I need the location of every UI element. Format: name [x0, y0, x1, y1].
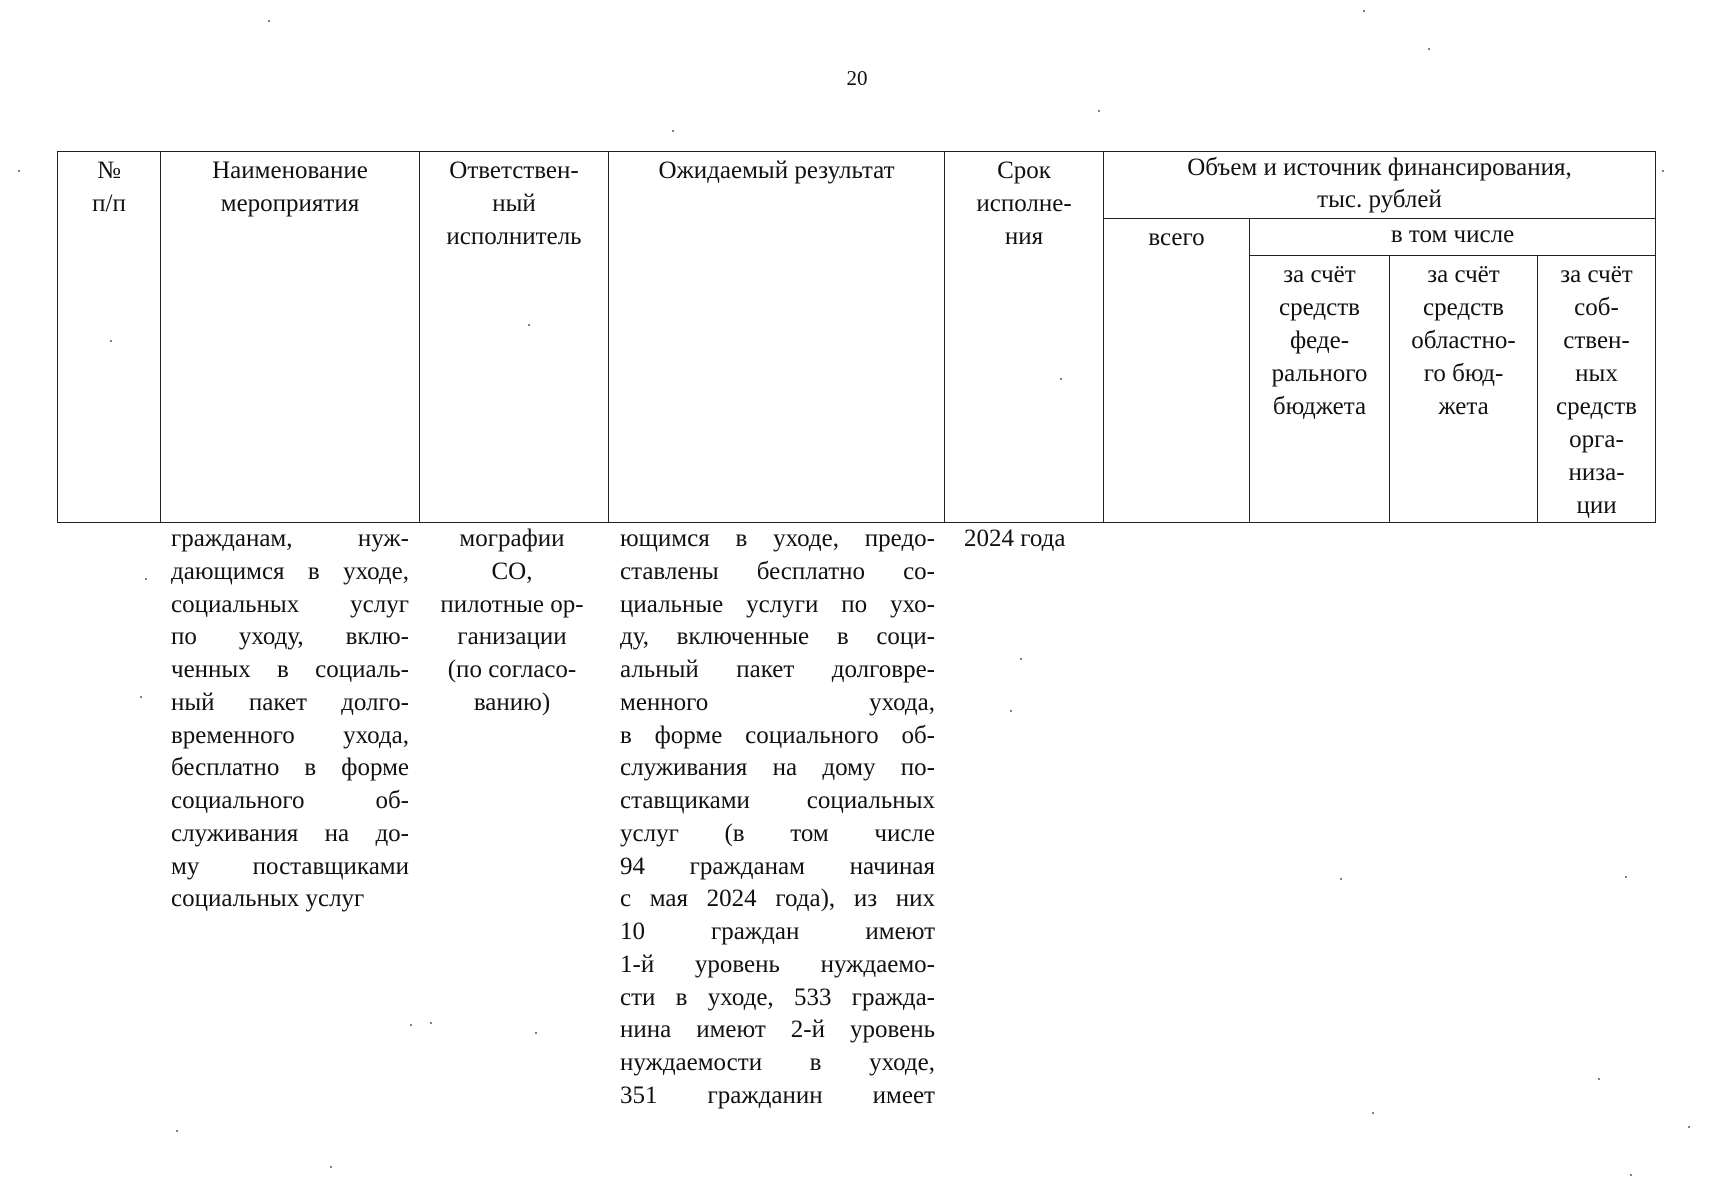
scan-speck	[1010, 710, 1012, 712]
text-line: социальных услуг	[171, 885, 365, 913]
text-line: менного ухода,	[620, 688, 935, 716]
scan-speck	[672, 130, 674, 132]
header-own-funds: за счёт соб- ствен- ных средств орга- низа- ции	[1538, 256, 1656, 523]
text-line: альный пакет долговре-	[620, 656, 935, 683]
scan-speck	[528, 324, 530, 326]
text-line: мографии	[459, 525, 565, 552]
scan-speck	[410, 1024, 412, 1026]
text-line: (по согласо-	[447, 656, 577, 683]
scan-speck	[1020, 658, 1022, 660]
text-line: нина имеют 2-й уровень	[620, 1016, 935, 1044]
scan-speck	[268, 20, 270, 22]
text-line: социального об-	[171, 787, 409, 814]
text-line: бесплатно в форме	[171, 754, 409, 782]
text-line: ду, включенные в соци-	[620, 623, 935, 651]
text-line: нуждаемости в уходе,	[620, 1049, 935, 1076]
scan-speck	[1060, 378, 1062, 380]
text-line: 94 гражданам начиная	[620, 852, 935, 880]
text-line: му поставщиками	[171, 852, 409, 880]
header-financing: Объем и источник финансирования, тыс. рублей	[1104, 152, 1656, 219]
header-number: № п/п	[58, 152, 161, 523]
text-line: циальные услуги по ухо-	[620, 590, 935, 618]
text-line: служивания на дому по-	[620, 754, 935, 782]
scan-speck	[18, 170, 20, 172]
header-event-name: Наименование мероприятия	[161, 152, 420, 523]
text-line: ставщиками социальных	[620, 787, 935, 814]
header-federal-budget: за счёт средств феде- рального бюджета	[1250, 256, 1390, 523]
text-line: по уходу, вклю-	[171, 623, 409, 651]
scan-speck	[1662, 170, 1664, 172]
expected-result-text	[620, 523, 935, 1113]
header-expected-result: Ожидаемый результат	[609, 152, 945, 523]
deadline-text: 2024 года	[964, 525, 1066, 552]
header-regional-budget: за счёт средств областно- го бюд- жета	[1390, 256, 1538, 523]
text-line: дающимся в уходе,	[171, 557, 409, 585]
scan-speck	[430, 1022, 432, 1024]
scan-speck	[1625, 876, 1627, 878]
header-including: в том числе	[1250, 219, 1656, 256]
scan-speck	[1340, 878, 1342, 880]
page-number: 20	[846, 66, 868, 90]
scan-speck	[1688, 1126, 1690, 1128]
scan-speck	[1098, 110, 1100, 112]
text-line: ванию)	[473, 688, 551, 716]
header-total: всего	[1104, 219, 1250, 523]
text-line: ченных в социаль-	[171, 656, 409, 683]
scan-speck	[110, 340, 112, 342]
scan-speck	[1428, 48, 1430, 50]
text-line: с мая 2024 года), из них	[620, 885, 935, 913]
text-line: служивания на до-	[171, 819, 409, 847]
text-line: сти в уходе, 533 гражда-	[620, 983, 935, 1011]
text-line: временного ухода,	[171, 721, 409, 749]
responsible-text	[420, 523, 604, 720]
text-line: гражданам, нуж-	[171, 525, 409, 552]
text-line: ющимся в уходе, предо-	[620, 525, 935, 552]
text-line: в форме социального об-	[620, 721, 935, 749]
text-line: СО,	[491, 557, 533, 585]
table-header	[57, 151, 1656, 523]
scan-speck	[1598, 1078, 1600, 1080]
scan-speck	[145, 578, 147, 580]
scan-speck	[1630, 1174, 1632, 1176]
text-line: 1-й уровень нуждаемо-	[620, 950, 935, 978]
scan-speck	[140, 696, 142, 698]
text-line: ганизации	[457, 623, 567, 651]
header-responsible: Ответствен- ный исполнитель	[420, 152, 609, 523]
header-deadline: Срок исполне- ния	[945, 152, 1104, 523]
text-line: пилотные ор-	[440, 590, 584, 618]
event-name-text	[171, 523, 409, 916]
text-line: социальных услуг	[171, 590, 409, 618]
scan-speck	[330, 1166, 332, 1168]
text-line: 10 граждан имеют	[620, 918, 935, 945]
text-line: ставлены бесплатно со-	[620, 557, 935, 585]
scan-speck	[176, 1130, 178, 1132]
text-line: 351 гражданин имеет	[620, 1081, 935, 1109]
scan-speck	[1372, 1112, 1374, 1114]
text-line: услуг (в том числе	[620, 819, 935, 847]
scan-speck	[535, 1032, 537, 1034]
scan-speck	[1363, 10, 1365, 12]
text-line: ный пакет долго-	[171, 688, 409, 716]
